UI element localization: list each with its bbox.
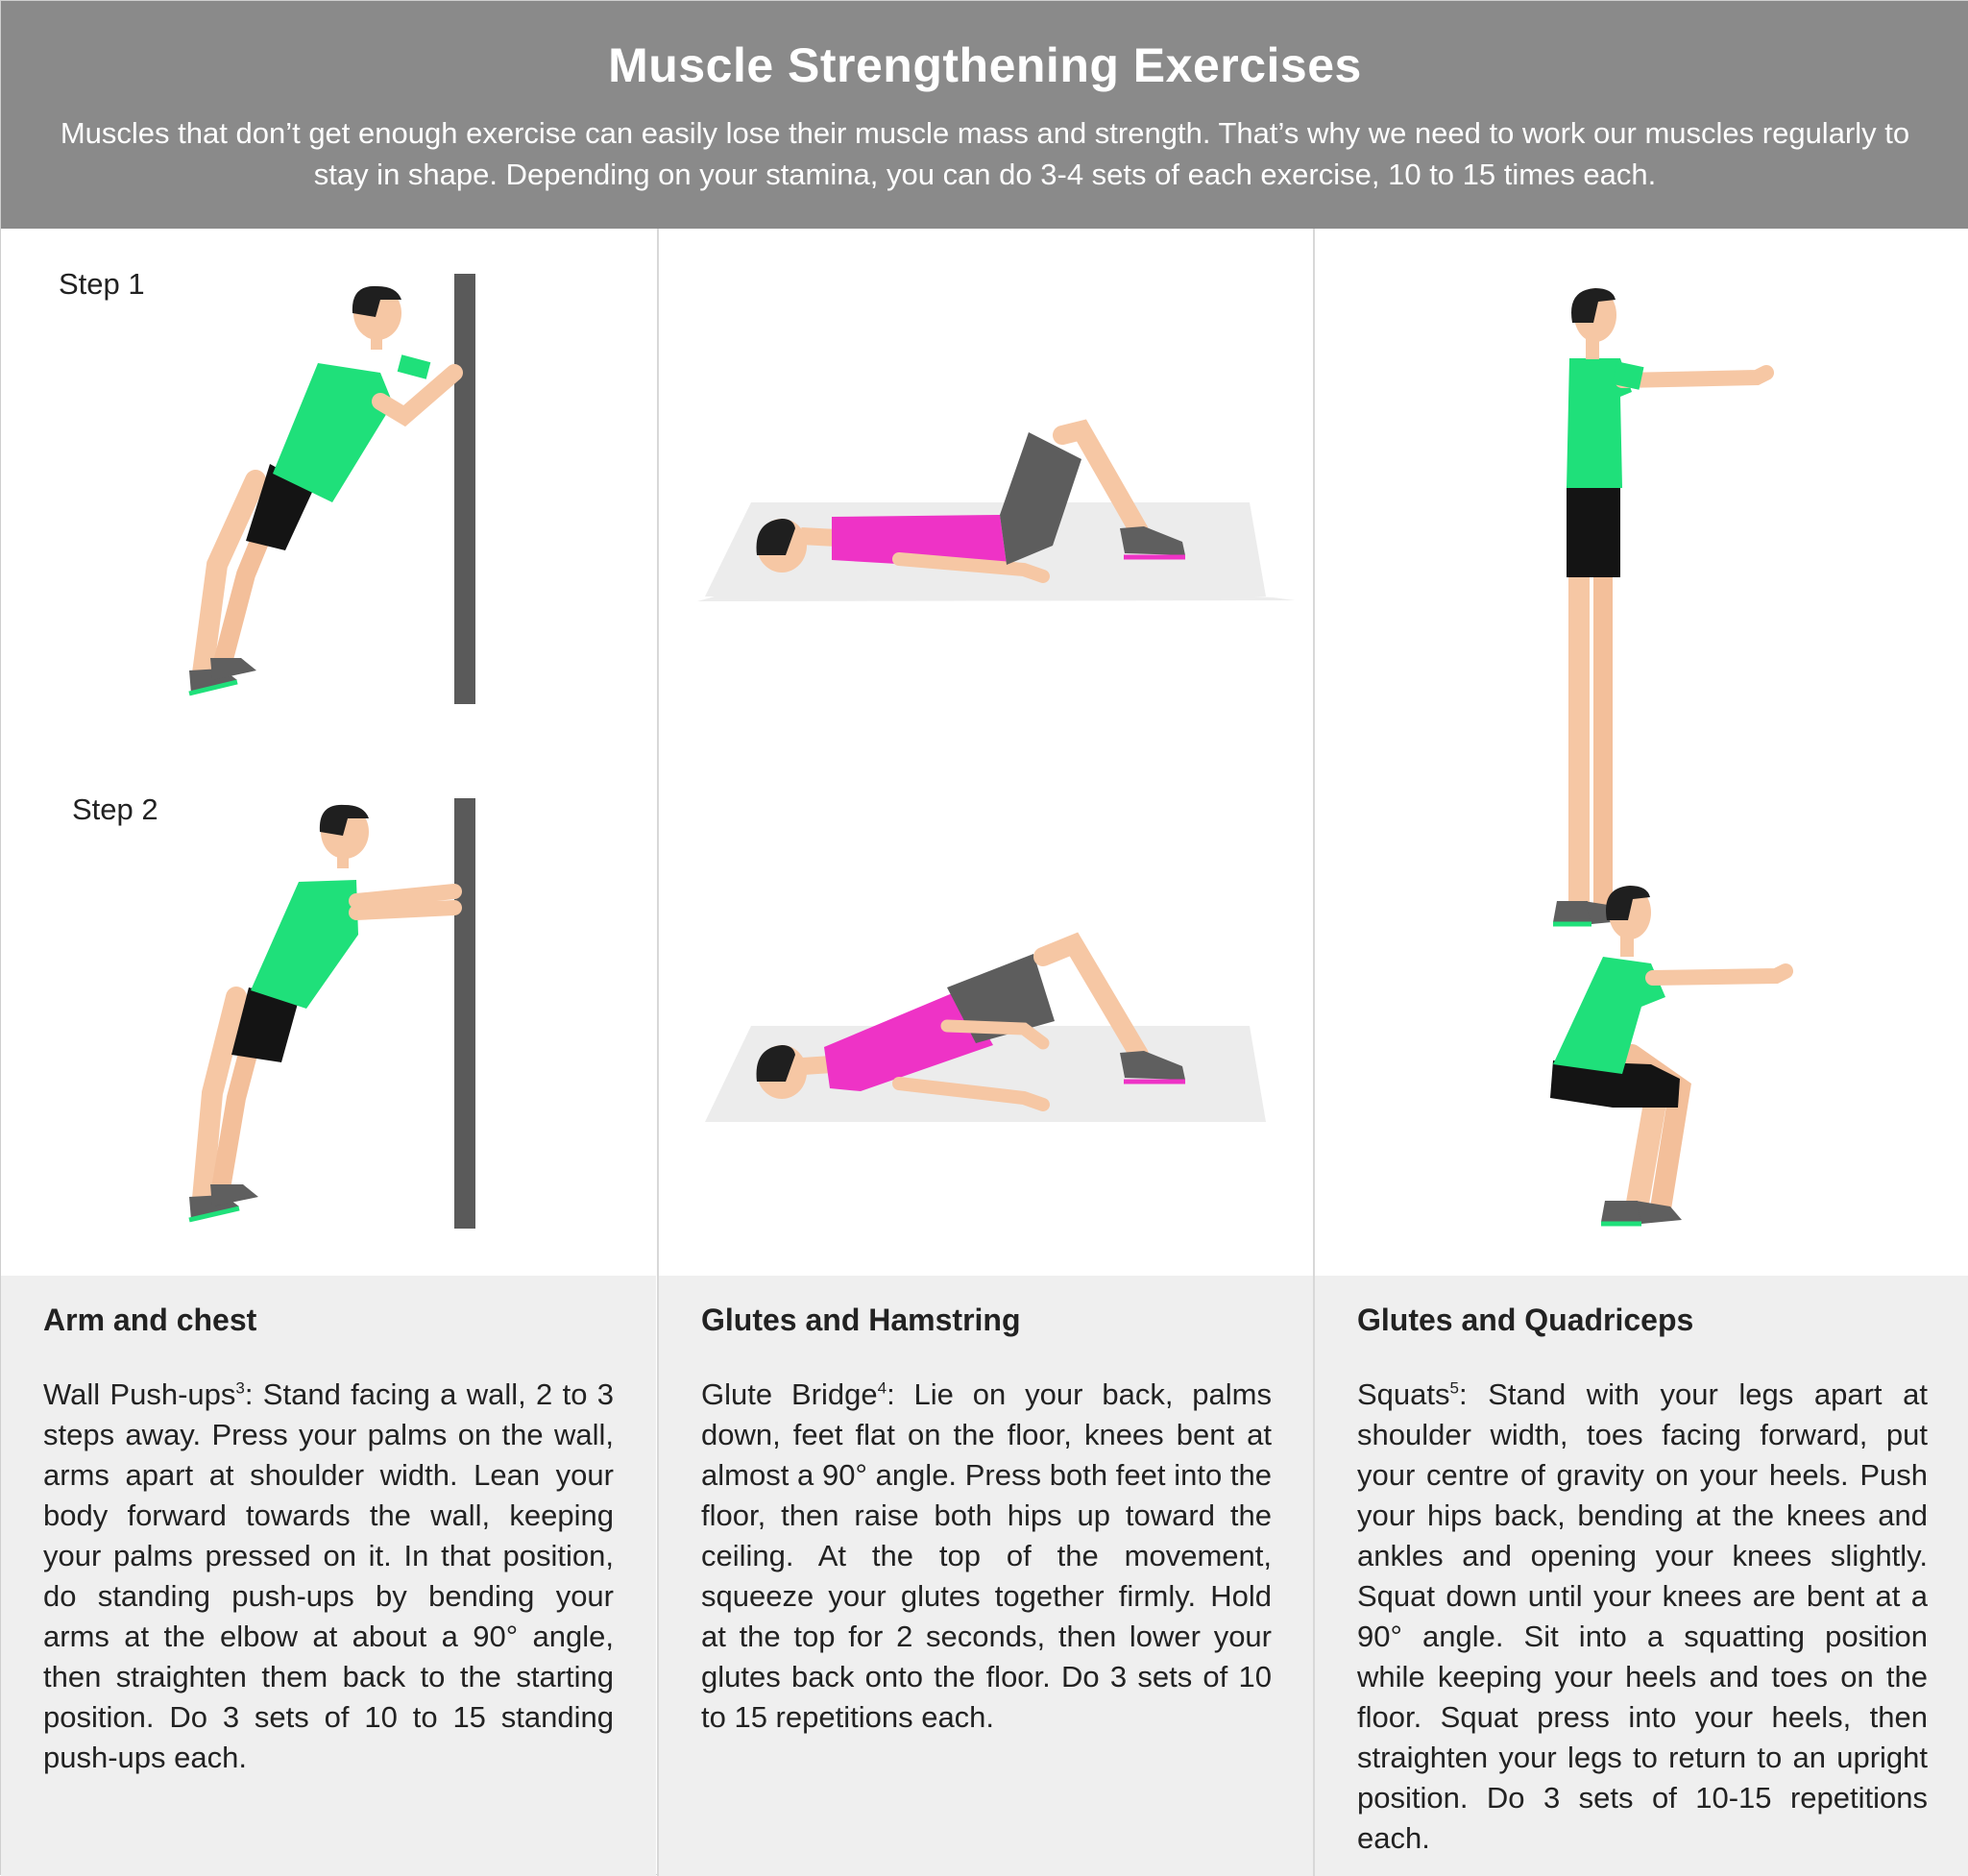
step-1-label: Step 1 (59, 267, 145, 301)
exercise-name: Glute Bridge (701, 1377, 878, 1411)
step-2-label: Step 2 (72, 792, 158, 826)
wall-pushup-illustration (1, 229, 656, 1276)
glute-bridge-illustration (659, 229, 1314, 1276)
exercise-name: Wall Push-ups (43, 1377, 236, 1411)
column-arm-chest (1, 229, 656, 1876)
squat-illustration (1315, 229, 1968, 1276)
glutes-quadriceps-description (1357, 1375, 1928, 1859)
glute-bridge-step2-figure (705, 944, 1266, 1122)
exercise-instructions: : Lie on your back, palms down, feet flat on the floor, knees bent at almost a 90° angle. Press both feet into the floor, then raise both hips up toward the ceiling. At the top of the movement, squeeze your glutes together firmly. Hold at the top for 2 seconds, then lower your glutes back onto the floor. Do 3 sets of 10 to 15 repetitions each. (701, 1377, 1272, 1734)
reference-number: 3 (235, 1378, 245, 1398)
wall-pushup-step1-figure (189, 274, 475, 704)
page-intro: Muscles that don’t get enough exercise can easily lose their muscle mass and strength. That’s why we need to work our muscles regularly to stay in shape. Depending on your stamina, you can do 3-4 sets of each exercise, 10 to 15 times each. (60, 116, 1910, 191)
reference-number: 5 (1449, 1378, 1459, 1398)
glutes-quadriceps-text-panel (1315, 1276, 1968, 1876)
glute-bridge-step1-figure (697, 430, 1295, 601)
arm-chest-heading: Arm and chest (43, 1303, 257, 1337)
glutes-quadriceps-heading: Glutes and Quadriceps (1357, 1303, 1694, 1337)
arm-chest-text-panel (1, 1276, 656, 1876)
squat-step1-figure (1553, 288, 1766, 924)
reference-number: 4 (877, 1378, 887, 1398)
page-title: Muscle Strengthening Exercises (608, 38, 1362, 92)
glutes-hamstring-description (701, 1375, 1272, 1738)
wall-pushup-step2-figure (189, 798, 475, 1229)
glutes-hamstring-text-panel (659, 1276, 1314, 1876)
glutes-hamstring-heading: Glutes and Hamstring (701, 1303, 1021, 1337)
arm-chest-description (43, 1375, 614, 1778)
exercise-name: Squats (1357, 1377, 1450, 1411)
squat-step2-figure (1550, 886, 1786, 1224)
column-glutes-hamstring (657, 229, 1312, 1876)
column-glutes-quadriceps (1313, 229, 1968, 1876)
header-banner (1, 1, 1968, 229)
exercise-instructions: : Stand facing a wall, 2 to 3 steps away. Press your palms on the wall, arms apart at shoulder width. Lean your body forward towards the wall, keeping your palms pressed on it. In that position, do standing push-ups by bending your arms at the elbow at about a 90° angle, then straighten them back to the starting position. Do 3 sets of 10 to 15 standing push-ups each. (43, 1377, 614, 1774)
exercise-instructions: : Stand with your legs apart at shoulder width, toes facing forward, put your centre of gravity on your heels. Push your hips back, bending at the knees and ankles and opening your knees slightly. Squat down until your knees are bent at a 90° angle. Sit into a squatting position while keeping your heels and toes on the floor. Squat press into your heels, then straighten your legs to return to an upright position. Do 3 sets of 10-15 repetitions each. (1357, 1377, 1928, 1855)
